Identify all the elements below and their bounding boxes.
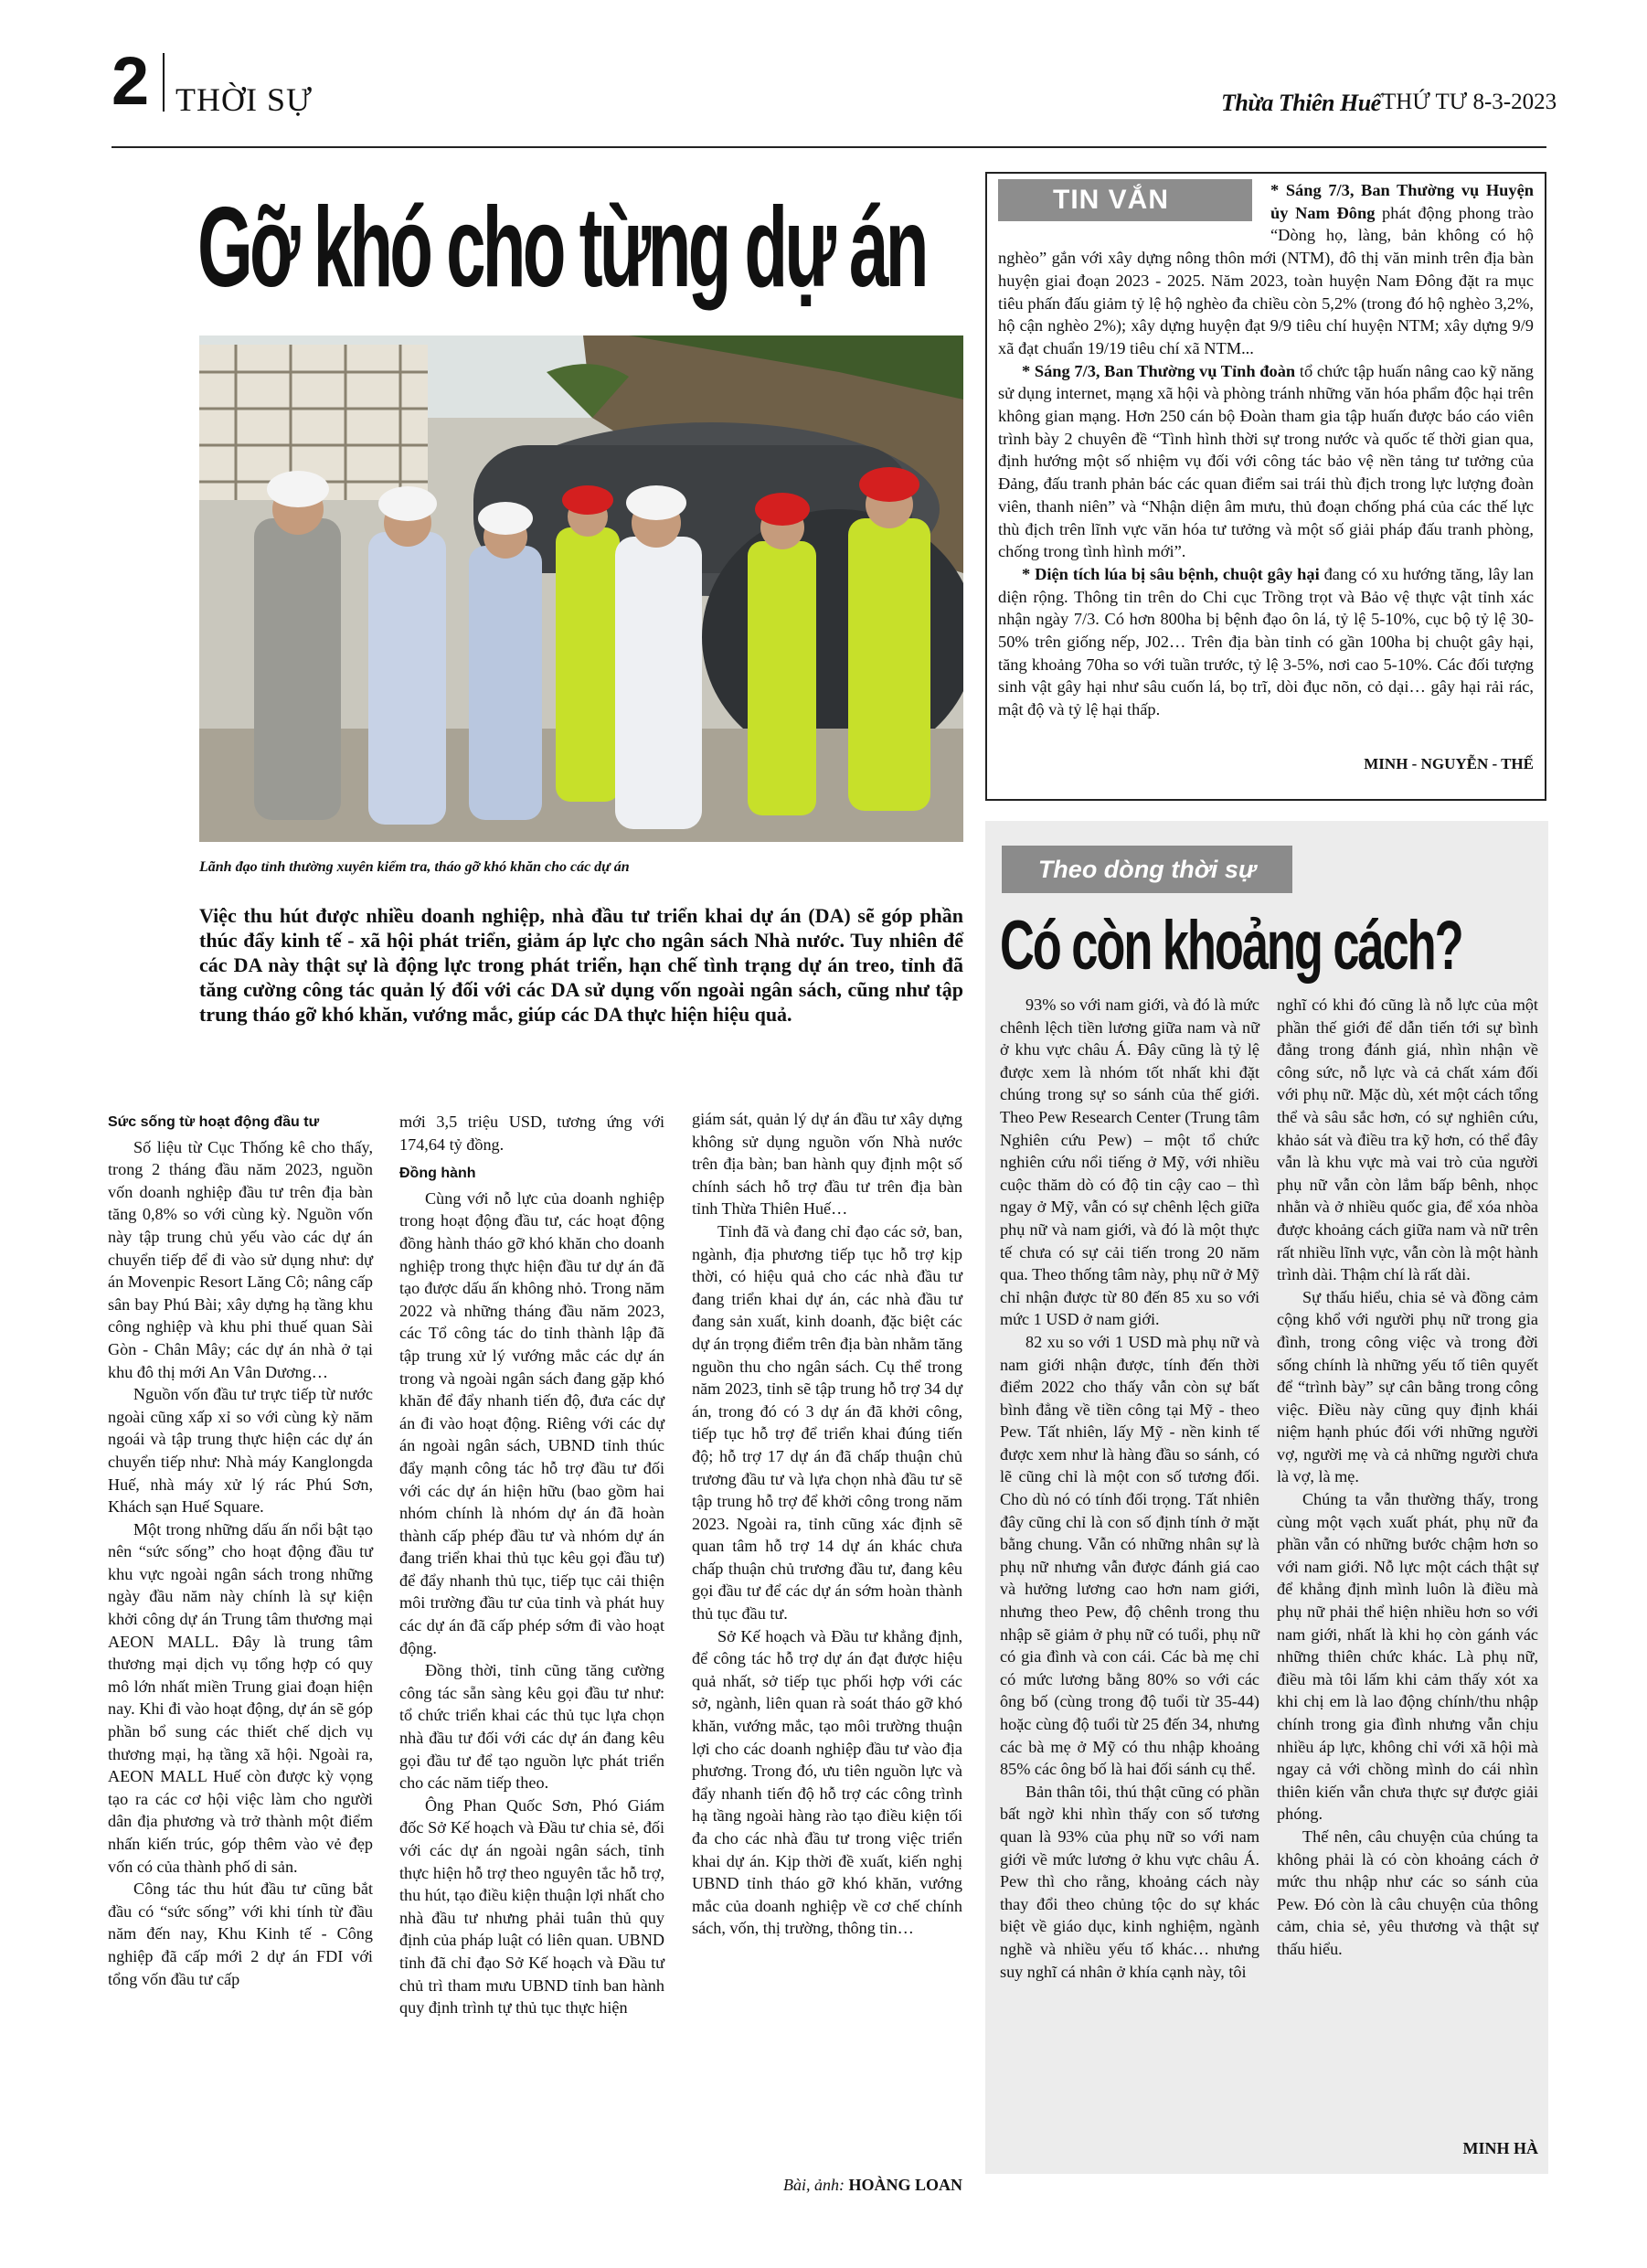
news-brief-byline: MINH - NGUYỄN - THẾ	[1364, 755, 1534, 772]
commentary-title: Có còn khoảng cách?	[1000, 907, 1462, 985]
commentary-column-2	[1277, 994, 1538, 1961]
paragraph: 93% so với nam giới, và đó là mức chênh lệch tiền lương giữa nam và nữ ở khu vực châu Á. Đây cũng là tỷ lệ được xem là nhóm tốt nhất khi đặt chúng trong sự so sánh của thế giới. Theo Pew Research Center (Trung tâm Nghiên cứu Pew) – một tổ chức nghiên cứu nổi tiếng ở Mỹ, với nhiều cuộc thăm dò có độ tin cậy cao – thì ngay ở Mỹ, vẫn có sự chênh lệch giữa phụ nữ và nam giới, và đó là một thực tế chưa có sự cải tiến trong 20 năm qua. Theo thống tâm này, phụ nữ ở Mỹ chỉ nhận được từ 80 đến 85 xu so với mức 1 USD ở nam giới.	[1000, 996, 1259, 1329]
issue-date: THỨ TƯ 8-3-2023	[1382, 90, 1557, 114]
brief-body: đang có xu hướng tăng, lây lan diện rộng. Thông tin trên do Chi cục Trồng trọt và Bảo vệ thực vật tỉnh xác nhận ngày 7/3. Có hơn 800ha bị bệnh đạo ôn lá, tỷ lệ 5-10%, cục bộ tỷ lệ 30-50% trên giống nếp, J02… Trên địa bàn tỉnh có gần 100ha bị chuột gây hại, tăng khoảng 70ha so với tuần trước, tỷ lệ 3-5%, nơi cao 5-10%. Các đối tượng sinh vật gây hại như sâu cuốn lá, bọ trĩ, dòi đục nõn, cỏ dại… gây hại rải rác, mật độ và tỷ lệ hại thấp.	[998, 564, 1535, 719]
article-column-3	[692, 1108, 962, 1940]
commentary-label: Theo dòng thời sự	[1002, 846, 1292, 893]
paragraph: Bản thân tôi, thú thật cũng có phần bất ngờ khi nhìn thấy con số tương quan là 93% của phụ nữ so với nam giới về mức lương ở khu vực châu Á. Pew thì cho rằng, khoảng cách này thay đổi theo chủng tộc do sự khác biệt về giáo dục, kinh nghiệm, ngành nghề và nhiều yếu tố khác… nhưng suy nghĩ cá nhân ở khía cạnh này, tôi	[1000, 1782, 1259, 1981]
paragraph: 82 xu so với 1 USD mà phụ nữ và nam giới nhận được, tính đến thời điểm 2022 cho thấy vẫn còn sự bất bình đẳng về tiền công tại Mỹ - theo Pew. Tất nhiên, lấy Mỹ - nền kinh tế được xem như là hàng đầu so sánh, có lẽ cũng chỉ là một con số tương đối. Cho dù nó có tính đối trọng. Tất nhiên đây cũng chỉ là con số định tính ở mặt bằng chung. Vẫn có những nhân sự là phụ nữ nhưng vẫn được đánh giá cao và hưởng lương cao hơn nam giới, nhưng theo Pew, độ chênh trong thu nhập sẽ giảm ở phụ nữ có tuổi, phụ nữ có gia đình và con cái. Các bà mẹ chỉ có mức lương bằng 80% so với các ông bố (cùng trong độ tuổi từ 35-44) hoặc cùng độ tuổi từ 25 đến 34, nhưng các bà mẹ ở Mỹ có thu nhập khoảng 85% các ông bố là hai đối sánh cụ thể.	[1000, 1332, 1259, 1779]
paragraph: Ông Phan Quốc Sơn, Phó Giám đốc Sở Kế hoạch và Đầu tư chia sẻ, đối với các dự án ngoài ngân sách, tỉnh thực hiện hỗ trợ theo nguyên tắc hỗ trợ, thu hút, tạo điều kiện thuận lợi nhất cho nhà đầu tư nhưng phải tuân thủ quy định của pháp luật có liên quan. UBND tỉnh đã chỉ đạo Sở Kế hoạch và Đầu tư chủ trì tham mưu UBND tỉnh ban hành quy định trình tự thủ tục thực hiện	[399, 1795, 664, 2018]
paragraph: nghĩ có khi đó cũng là nỗ lực của một phần thế giới để dẫn tiến tới sự bình đẳng trong đánh giá, nhìn nhận về công sức, nỗ lực và cả chất xám đối với phụ nữ. Mặc dù, xét một cách tổng thể và sâu sắc hơn, có sự nghiên cứu, khảo sát và điều tra kỹ hơn, có thể đây vẫn là khu vực mà vai trò của người phụ nữ vẫn còn lắm bấp bênh, nhọc nhằn và ở nhiều quốc gia, để xóa nhòa được khoảng cách giữa nam và nữ trên rất nhiều lĩnh vực, vẫn còn là một hành trình dài. Thậm chí là rất dài.	[1277, 996, 1538, 1284]
article-column-2	[399, 1111, 664, 2019]
paragraph: Thế nên, câu chuyện của chúng ta không phải là có còn khoảng cách ở mức thu nhập như các so sánh của Pew. Đó còn là câu chuyện của thông cảm, chia sẻ, yêu thương và thật sự thấu hiểu.	[1277, 1826, 1538, 1958]
brief-lead: * Diện tích lúa bị sâu bệnh, chuột gây hại	[1022, 564, 1320, 583]
paragraph: Chúng ta vẫn thường thấy, trong cùng một vạch xuất phát, phụ nữ đa phần vẫn có những bước chậm hơn so với nam giới. Nỗ lực một cách thật sự để khẳng định mình luôn là điều mà phụ nữ phải thể hiện nhiều hơn so với nam giới, nhất là khi họ còn gánh vác những thiên chức khác. Là phụ nữ, điều mà tôi lấm khi cảm thấy xót xa khi chị em là lao động chính/thu nhập chính trong gia đình nhưng vẫn chịu nhiều áp lực, không chỉ với xã hội mà ngay cả với chồng mình do cái nhìn thiên kiến vẫn chưa thực sự được giải phóng.	[1277, 1490, 1538, 1824]
newspaper-name: Thừa Thiên Huế	[1221, 90, 1381, 116]
brief-item	[998, 563, 1534, 721]
article-byline	[692, 2176, 962, 2195]
brief-item	[998, 360, 1534, 563]
article-lead: Việc thu hút được nhiều doanh nghiệp, nhà đầu tư triển khai dự án (DA) sẽ góp phần thúc đẩy kinh tế - xã hội phát triển, giảm áp lực cho ngân sách Nhà nước. Tuy nhiên để các DA này thật sự là động lực trong phát triển, hạn chế tình trạng dự án treo, tỉnh đã tăng cường công tác quản lý đối với các DA sử dụng vốn ngoài ngân sách, cũng như tập trung tháo gỡ khó khăn, vướng mắc, giúp các DA thực hiện hiệu quả.	[199, 904, 963, 1026]
paragraph: giám sát, quản lý dự án đầu tư xây dựng không sử dụng nguồn vốn Nhà nước trên địa bàn; ban hành quy định một số chính sách hỗ trợ đầu tư trên địa bàn tỉnh Thừa Thiên Huế…	[692, 1110, 962, 1219]
commentary-column-1	[1000, 994, 1259, 1983]
paragraph: Một trong những dấu ấn nổi bật tạo nên “sức sống” cho hoạt động đầu tư khu vực ngoài ngân sách trong những ngày đầu năm này chính là sự kiện khởi công dự án Trung tâm thương mại AEON MALL. Đây là trung tâm thương mại dịch vụ tổng hợp có quy mô lớn nhất miền Trung giai đoạn hiện nay. Khi đi vào hoạt động, dự án sẽ góp phần bổ sung các thiết chế dịch vụ thương mại, hạ tầng xã hội. Ngoài ra, AEON MALL Huế còn được kỳ vọng tạo ra các cơ hội việc làm cho người dân địa phương và trở thành một điểm nhấn kiến trúc, góp thêm vào vẻ đẹp vốn có của thành phố di sản.	[108, 1519, 373, 1876]
paragraph: Nguồn vốn đầu tư trực tiếp từ nước ngoài cũng xấp xỉ so với cùng kỳ năm ngoái và tập trung thực hiện các dự án chuyển tiếp như: Nhà máy Kanglongda Huế, nhà máy xử lý rác Phú Sơn, Khách sạn Huế Square.	[108, 1385, 373, 1517]
subheading-2: Đồng hành	[399, 1166, 476, 1182]
paragraph: Tỉnh đã và đang chỉ đạo các sở, ban, ngành, địa phương tiếp tục hỗ trợ kịp thời, có hiệu quả cho các nhà đầu tư đang triển khai dự án, các nhà đầu tư đang sản xuất, kinh doanh, đặc biệt các dự án trọng điểm trên địa bàn nhằm tăng nguồn thu cho ngân sách. Cụ thể trong năm 2023, tỉnh sẽ tập trung hỗ trợ 34 dự án, trong đó có 3 dự án đã khởi công, tiếp tục hỗ trợ để triển khai đúng tiến độ; hỗ trợ 17 dự án đã chấp thuận chủ trương đầu tư và lựa chọn nhà đầu tư sẽ tập trung hỗ trợ để khởi công trong năm 2023. Ngoài ra, tỉnh cũng xác định sẽ quan tâm hỗ trợ 14 dự án khác chưa chấp thuận chủ trương đầu tư, đang kêu gọi đầu tư để các dự án sớm hoàn thành thủ tục đầu tư.	[692, 1221, 962, 1624]
byline-author: HOÀNG LOAN	[848, 2176, 962, 2194]
brief-lead: * Sáng 7/3, Ban Thường vụ Tỉnh đoàn	[1022, 361, 1296, 380]
paragraph: Đồng thời, tỉnh cũng tăng cường công tác sẵn sàng kêu gọi đầu tư như: tổ chức triển khai các thủ tục lựa chọn nhà đầu tư đối với các dự án đang kêu gọi đầu tư để tạo nguồn lực phát triển cho các năm tiếp theo.	[399, 1661, 664, 1793]
paragraph: Sở Kế hoạch và Đầu tư khẳng định, để công tác hỗ trợ dự án đạt được hiệu quả nhất, sở tiếp tục phối hợp với các sở, ngành, liên quan rà soát tháo gỡ khó khăn, vướng mắc, tạo môi trường thuận lợi cho các doanh nghiệp đầu tư vào địa phương. Trong đó, ưu tiên nguồn lực và đẩy nhanh tiến độ hỗ trợ các công trình hạ tầng ngoài hàng rào tạo điều kiện tối đa cho các nhà đầu tư trong việc triển khai dự án. Kịp thời đề xuất, kiến nghị UBND tỉnh tháo gỡ khó khăn, vướng mắc của doanh nghiệp về cơ chế chính sách, vốn, thị trường, thông tin…	[692, 1626, 962, 1938]
commentary-byline: MINH HÀ	[1462, 2139, 1538, 2157]
page-number: 2	[112, 43, 150, 119]
header-rule	[112, 146, 1546, 148]
news-brief-label: TIN VẮN	[998, 179, 1252, 221]
paragraph: Cùng với nỗ lực của doanh nghiệp trong hoạt động đầu tư, các hoạt động đồng hành tháo gỡ khó khăn cho doanh nghiệp trong thực hiện đầu tư dự án đã tạo được dấu ấn không nhỏ. Trong năm 2022 và những tháng đầu năm 2023, các Tổ công tác do tỉnh thành lập đã tập trung xử lý vướng mắc các dự án trong và ngoài ngân sách đang gặp khó khăn để đẩy nhanh tiến độ, đưa các dự án đi vào hoạt động. Riêng với các dự án ngoài ngân sách, UBND tỉnh thúc đẩy mạnh công tác hỗ trợ đầu tư đối với các dự án hiện hữu (bao gồm hai nhóm chính là nhóm dự án đã hoàn thành cấp phép đầu tư và nhóm dự án đang triển khai thủ tục kêu gọi đầu tư) để đẩy nhanh thủ tục, tiếp tục cải thiện môi trường đầu tư của tỉnh và phát huy các dự án đã cấp phép sớm đi vào hoạt động.	[399, 1188, 664, 1657]
byline-prefix: Bài, ảnh:	[782, 2176, 845, 2194]
paragraph: Sự thấu hiểu, chia sẻ và đồng cảm cộng khổ với người phụ nữ trong gia đình, trong công việc và trong đời sống chính là những yếu tố tiên quyết để “trình bày” sự cân bằng trong công việc. Điều này cũng quy định khái niệm hạnh phúc đối với những người vợ, người mẹ và cả những người chưa là vợ, là mẹ.	[1277, 1287, 1538, 1486]
photo-caption: Lãnh đạo tỉnh thường xuyên kiểm tra, tháo gỡ khó khăn cho các dự án	[199, 859, 630, 875]
main-headline: Gỡ khó cho từng dự án	[197, 185, 926, 311]
brief-lead: * Sáng 7/3, Ban Thường vụ Huyện ủy Nam Đông	[1270, 181, 1534, 222]
news-brief-text	[998, 179, 1534, 721]
article-photo	[199, 335, 963, 842]
article-column-1	[108, 1112, 373, 1990]
header-divider	[163, 53, 165, 112]
label-spacer	[998, 179, 1263, 227]
paragraph: mới 3,5 triệu USD, tương ứng với 174,64 tỷ đồng.	[399, 1113, 664, 1154]
section-title: THỜI SỰ	[175, 81, 313, 118]
paragraph: Công tác thu hút đầu tư cũng bắt đầu có “sức sống” với khi tính từ đầu năm đến nay, Khu Kinh tế - Công nghiệp đã cấp mới 2 dự án FDI với tổng vốn đầu tư cấp	[108, 1879, 373, 1988]
brief-body: phát động phong trào “Dòng họ, làng, bản không có hộ nghèo” gắn với xây dựng nông thôn mới (NTM), đô thị văn minh trên địa bàn huyện giai đoạn 2023 - 2025. Năm 2023, toàn huyện Nam Đông đặt ra mục tiêu phấn đấu giảm tỷ lệ hộ nghèo đa chiều còn 5,2% (trong đó hộ nghèo 3,2%, hộ cận nghèo 2%); xây dựng huyện đạt 9/9 tiêu chí huyện NTM; xây dựng 9/9 xã đạt chuẩn 19/19 tiêu chí xã NTM...	[998, 203, 1534, 357]
subheading-1: Sức sống từ hoạt động đầu tư	[108, 1114, 320, 1130]
brief-body: tổ chức tập huấn nâng cao kỹ năng sử dụng internet, mạng xã hội và phòng tránh những văn hóa phẩm độc hại trên không gian mạng. Hơn 250 cán bộ Đoàn tham gia tập huấn được báo cáo viên trình bày 2 chuyên đề “Tình hình thời sự trong nước và quốc tế thời gian qua, định hướng một số nhiệm vụ đối với công tác bảo vệ nền tảng tư tưởng của Đảng, đấu tranh phản bác các quan điểm sai trái thù địch trong lực lượng đoàn viên, thanh niên” và “Nhận diện âm mưu, thủ đoạn chống phá của các thế lực thù địch trên lĩnh vực văn hóa tư tưởng và một số giải pháp đấu tranh phòng, chống trong tình hình mới”.	[998, 361, 1534, 561]
paragraph: Số liệu từ Cục Thống kê cho thấy, trong 2 tháng đầu năm 2023, nguồn vốn doanh nghiệp đầu tư trên địa bàn tăng 0,8% so với cùng kỳ. Nguồn vốn này tập trung chủ yếu vào các dự án chuyển tiếp để đi vào sử dụng như: dự án Movenpic Resort Lăng Cô; nâng cấp sân bay Phú Bài; xây dựng hạ tầng khu công nghiệp và khu phi thuế quan Sài Gòn - Chân Mây; các dự án nhà ở tại khu đô thị mới An Vân Dương…	[108, 1137, 373, 1381]
